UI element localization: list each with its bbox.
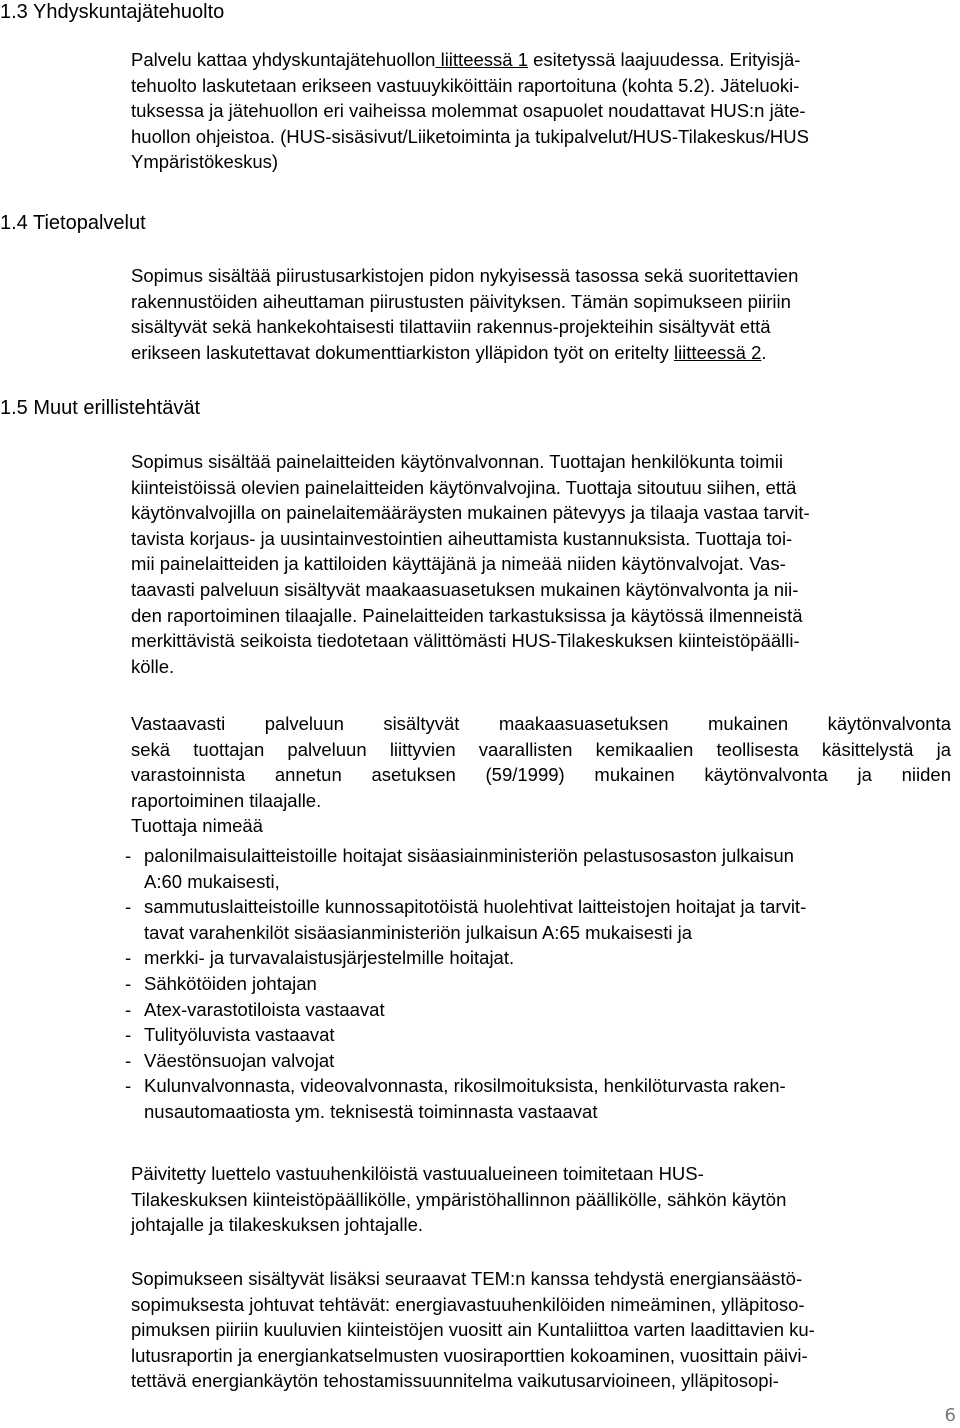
list-item (125, 971, 806, 997)
text-line: Sopimus sisältää piirustusarkistojen pidon nykyisessä tasossa sekä suoritettavien (131, 265, 799, 286)
appendix-1-link[interactable]: liitteessä 1 (435, 49, 528, 70)
text-line: sisältyvät sekä hankekohtaisesti tilattaviin rakennus-projekteihin sisältyvät että (131, 316, 771, 338)
paragraph-waste-management (131, 47, 957, 175)
list-item-line: Väestönsuojan valvojat (144, 1049, 335, 1071)
list-item-line: A:60 mukaisesti, (144, 870, 280, 892)
list-dash: - (125, 947, 132, 969)
list-dash: - (125, 896, 132, 918)
text-line: tuksessa ja jätehuollon eri vaiheissa molemmat osapuolet noudattavat HUS:n jäte- (131, 100, 806, 122)
list-item (125, 894, 806, 945)
list-item (125, 1048, 806, 1074)
list-item-line: palonilmaisulaitteistoille hoitajat sisäasiainministeriön pelastusosaston julkaisun (144, 845, 794, 866)
text-line: huollon ohjeistoa. (HUS-sisäsivut/Liiketoiminta ja tukipalvelut/HUS-Tilakeskus/HUS (131, 125, 809, 147)
text-line: tehuolto laskutetaan erikseen vastuuykiköittäin raportoituna (kohta 5.2). Jäteluoki- (131, 74, 800, 96)
list-item (125, 1073, 806, 1124)
list-item-line: merkki- ja turvavalaistusjärjestelmille hoitajat. (144, 947, 515, 969)
heading-1-4: 1.4 Tietopalvelut (0, 212, 146, 234)
list-dash: - (125, 845, 132, 866)
text-line: tavista korjaus- ja uusintainvestointien aiheuttamista kustannuksista. Tuottaja toi- (131, 527, 793, 549)
text-line: mii painelaitteiden ja kattiloiden käyttäjänä ja nimeää niiden käytönvalvojat. Vas- (131, 553, 786, 575)
text-line: Tilakeskuksen kiinteistöpäällikölle, ympäristöhallinnon päällikölle, sähkön käytön (131, 1188, 787, 1210)
list-item (125, 945, 806, 971)
text-line: kiinteistöissä olevien painelaitteiden käytönvalvojina. Tuottaja sitoutuu siihen, että (131, 476, 797, 498)
text-line: lutusraportin ja energiankatselmusten vuosiraporttien kokoaminen, vuosittain päivi- (131, 1344, 808, 1366)
paragraph-gas-supervision (131, 711, 951, 839)
text-line: Vastaavasti palveluun sisältyvät maakaasuasetuksen mukainen käytönvalvonta (131, 713, 951, 734)
paragraph-info-services (131, 263, 943, 365)
list-dash: - (125, 998, 132, 1020)
text-line: sopimuksesta johtuvat tehtävät: energiavastuuhenkilöiden nimeäminen, ylläpitoso- (131, 1293, 805, 1315)
list-item-line: Tulityöluvista vastaavat (144, 1024, 335, 1046)
list-item-line: tavat varahenkilöt sisäasianministeriön julkaisun A:65 mukaisesti ja (144, 921, 693, 943)
text-line: tettävä energiankäytön tehostamissuunnitelma vaikutusarvioineen, ylläpitosopi- (131, 1370, 779, 1392)
list-item-line: Sähkötöiden johtajan (144, 972, 317, 994)
text-line: Sopimukseen sisältyvät lisäksi seuraavat TEM:n kanssa tehdystä energiansäästö- (131, 1268, 803, 1289)
text-line: johtajalle ja tilakeskuksen johtajalle. (131, 1214, 424, 1236)
text-line: kölle. (131, 655, 175, 677)
text-line: rakennustöiden aiheuttaman piirustusten päivityksen. Tämän sopimukseen piiriin (131, 290, 791, 312)
text-line: raportoiminen tilaajalle. (131, 789, 322, 811)
list-dash: - (125, 1024, 132, 1046)
text-line: merkittävistä seikoista tiedotetaan välittömästi HUS-Tilakeskuksen kiinteistöpäälli- (131, 630, 800, 652)
list-dash: - (125, 1075, 132, 1097)
text-line: taavasti palveluun sisältyvät maakaasuasetuksen mukainen käytönvalvonta ja nii- (131, 578, 799, 600)
text-line: Sopimus sisältää painelaitteiden käytönvalvonnan. Tuottajan henkilökunta toimii (131, 451, 784, 472)
text-line: erikseen laskutettavat dokumenttiarkiston ylläpidon työt on eritelty liitteessä 2. (131, 341, 767, 363)
list-item (125, 843, 806, 894)
paragraph-pressure-equipment (131, 449, 945, 679)
text-line: sekä tuottajan palveluun liittyvien vaarallisten kemikaalien teollisesta käsittelystä ja (131, 738, 951, 760)
heading-1-3: 1.3 Yhdyskuntajätehuolto (0, 1, 225, 23)
list-item-line: Atex-varastotiloista vastaavat (144, 998, 385, 1020)
list-item-line: nusautomaatiosta ym. teknisestä toiminnasta vastaavat (144, 1100, 598, 1122)
list-item (125, 1022, 806, 1048)
paragraph-contact-list (131, 1161, 943, 1238)
text-line: varastoinnista annetun asetuksen (59/1999) mukainen käytönvalvonta ja niiden (131, 764, 951, 786)
page-number: 6 (944, 1405, 956, 1426)
list-dash: - (125, 972, 132, 994)
text-line: käytönvalvojilla on painelaitemääräysten mukainen pätevyys ja tilaaja vastaa tarvit- (131, 502, 810, 524)
responsibility-list (125, 843, 806, 1125)
text-line: den raportoiminen tilaajalle. Painelaitteiden tarkastuksissa ja käytössä ilmenneistä (131, 604, 803, 626)
paragraph-energy-saving (131, 1266, 949, 1394)
list-item (125, 997, 806, 1023)
text-line: Ympäristökeskus) (131, 151, 279, 173)
list-item-line: Kulunvalvonnasta, videovalvonnasta, rikosilmoituksista, henkilöturvasta raken- (144, 1075, 786, 1097)
appendix-2-link[interactable]: liitteessä 2 (673, 341, 762, 363)
text-line: pimuksen piiriin kuuluvien kiinteistöjen vuositt ain Kuntaliittoa varten laadittavien ku- (131, 1319, 815, 1341)
list-item-line: sammutuslaitteistoille kunnossapitotöistä huolehtivat laitteistojen hoitajat ja tarvit- (144, 896, 807, 918)
text-line: Palvelu kattaa yhdyskuntajätehuollon liitteessä 1 esitetyssä laajuudessa. Erityisjä- (131, 49, 801, 70)
text-line: Tuottaja nimeää (131, 815, 263, 837)
text-line: Päivitetty luettelo vastuuhenkilöistä vastuualueineen toimitetaan HUS- (131, 1163, 704, 1184)
list-dash: - (125, 1049, 132, 1071)
heading-1-5: 1.5 Muut erillistehtävät (0, 397, 201, 419)
